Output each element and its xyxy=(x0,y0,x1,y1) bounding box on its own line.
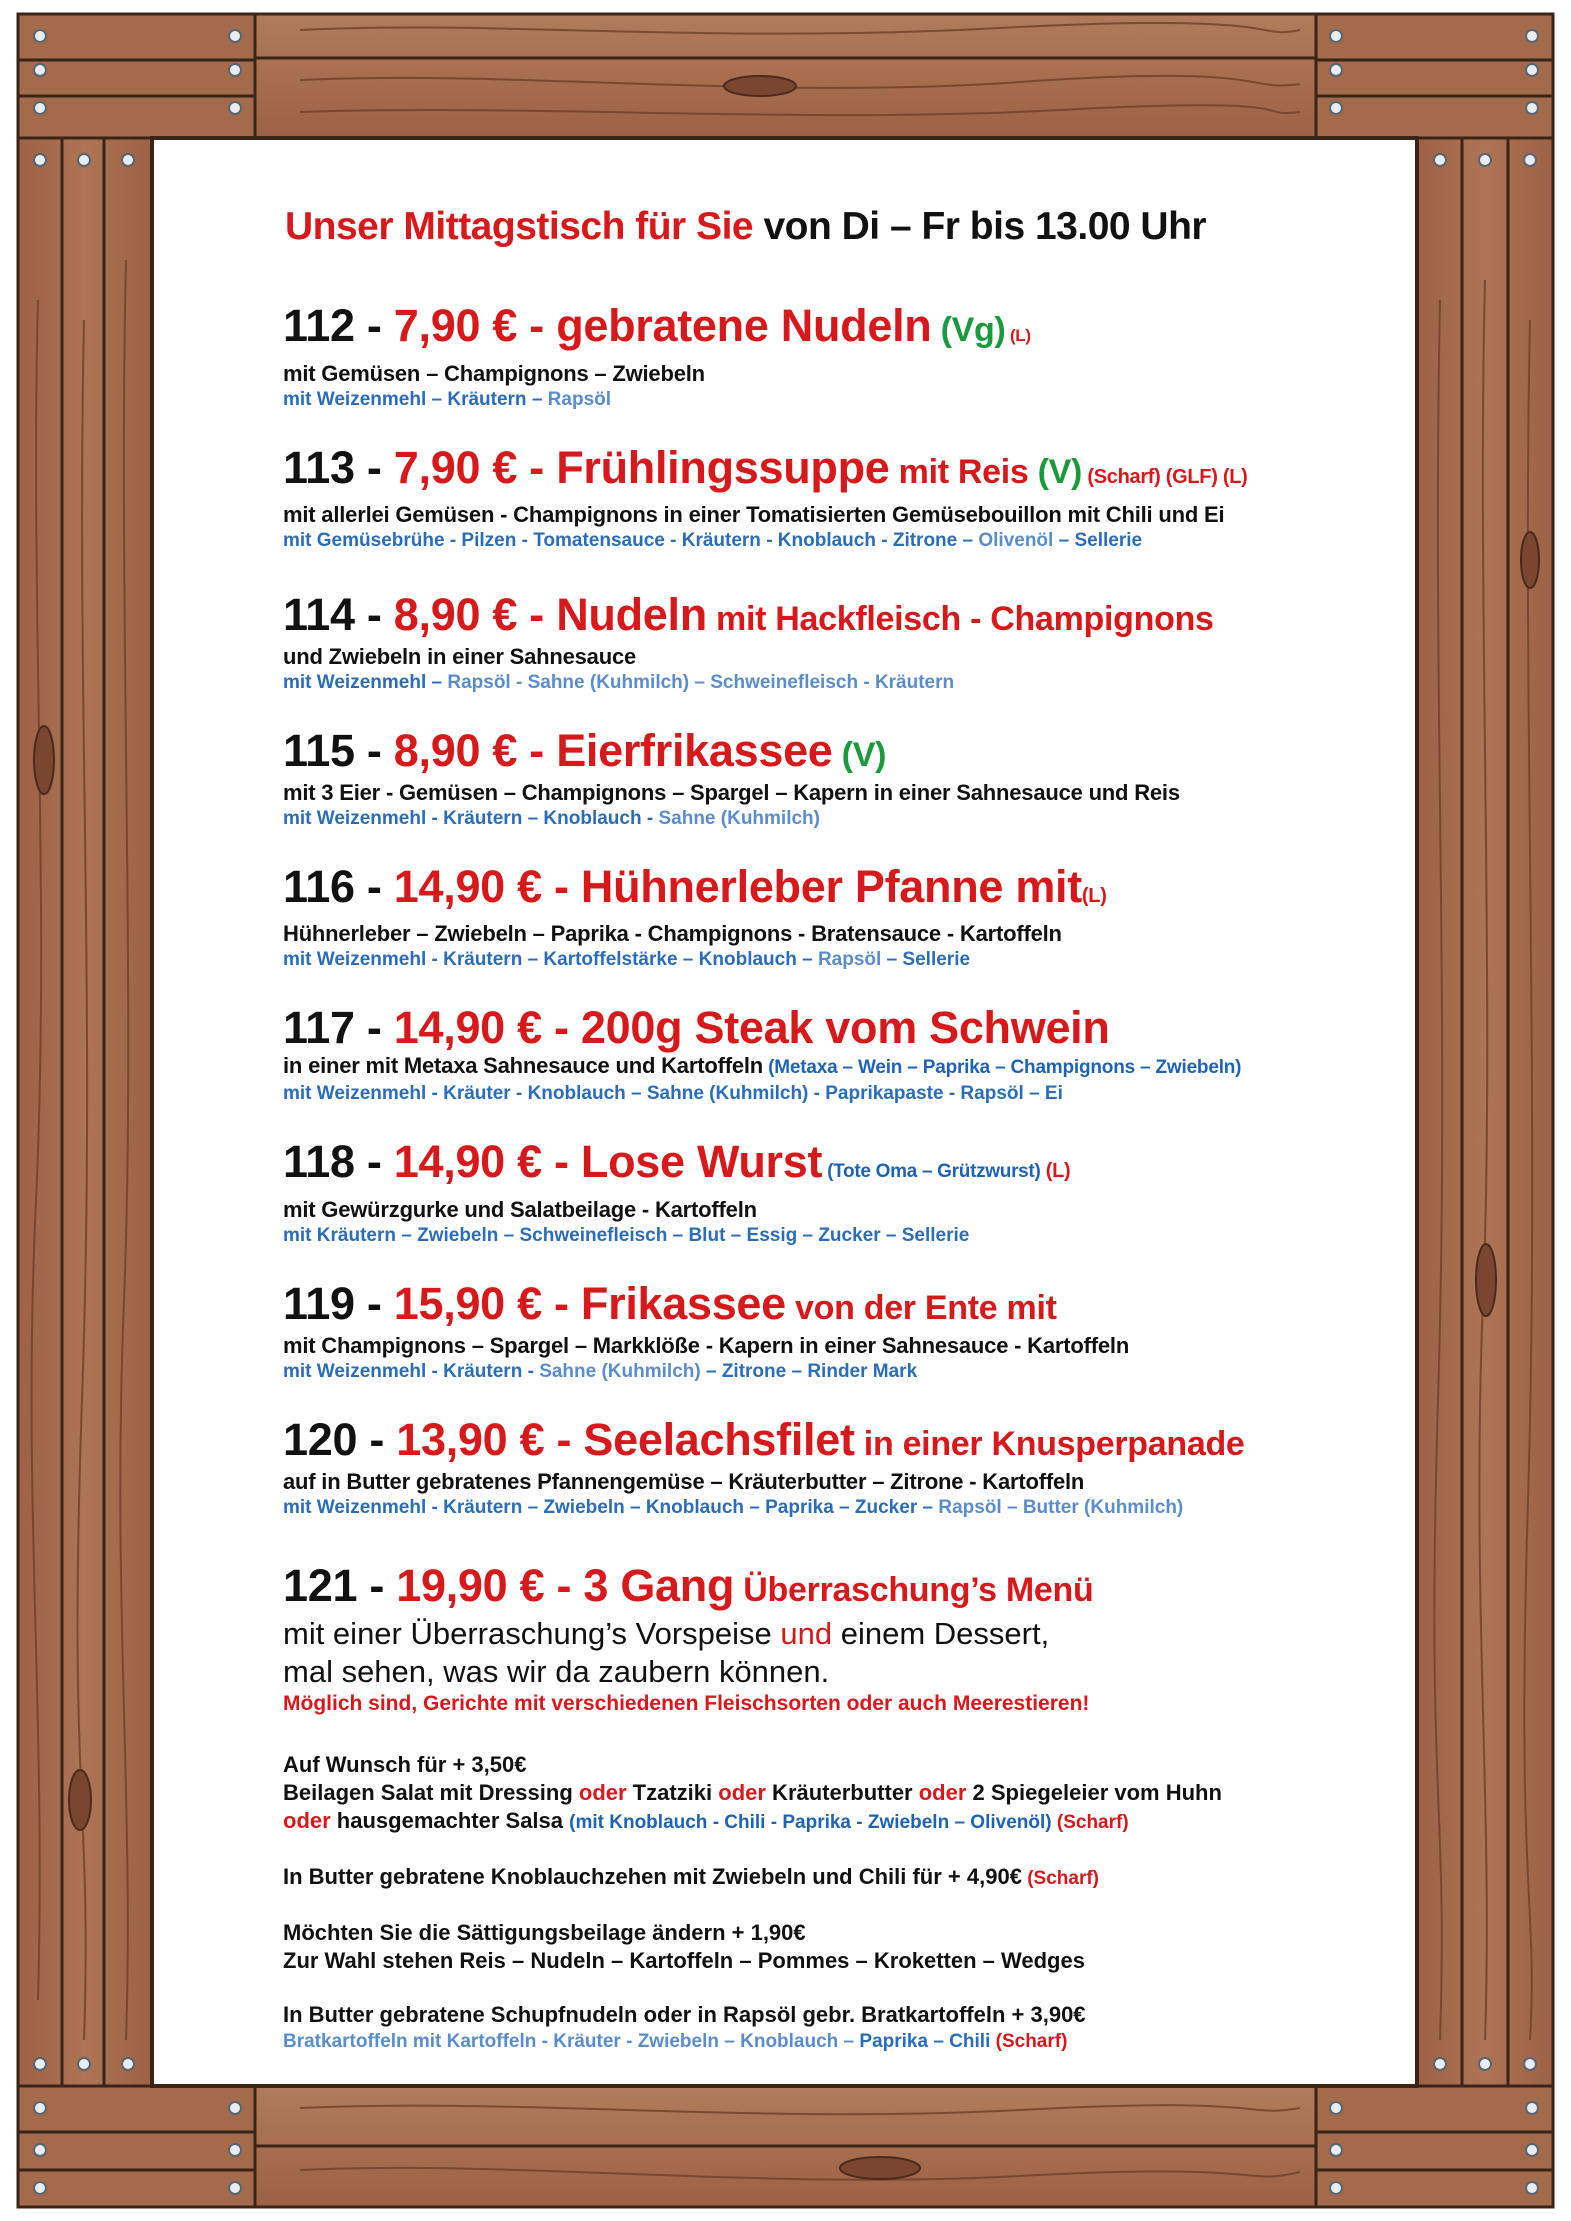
item-tag-v: (V) xyxy=(832,736,887,774)
item-heading xyxy=(283,1415,1403,1469)
schupf-ing-a: Bratkartoffeln mit Kartoffeln - Kräuter - Zwiebeln – Knoblauch – xyxy=(283,2031,860,2052)
item-heading xyxy=(283,1003,1403,1053)
w1c: Tzatziki xyxy=(626,1780,719,1805)
item-tag-l: (L) xyxy=(1040,1160,1071,1182)
w2c: (mit Knoblauch - Chili - Paprika - Zwiebeln – Olivenöl) xyxy=(569,1812,1052,1833)
special-note: Möglich sind, Gerichte mit verschiedenen Fleischsorten oder auch Meerestieren! xyxy=(283,1692,1090,1715)
title-red: Unser Mittagstisch für Sie xyxy=(285,205,754,248)
wunsch-line-1 xyxy=(283,1779,1403,1807)
item-price-name: 14,90 € - 200g Steak vom Schwein xyxy=(393,1002,1110,1053)
item-price-name: 7,90 € - Frühlingssuppe xyxy=(393,442,890,493)
schupf-ing-b: Paprika – Chili xyxy=(859,2031,991,2052)
item-heading xyxy=(283,1137,1403,1197)
item-number: 113 - xyxy=(283,442,394,493)
w1f: oder xyxy=(918,1780,967,1805)
ingredients-main: mit Gemüsebrühe - Pilzen - Tomatensauce - Kräutern - Knoblauch - Zitrone – xyxy=(283,530,979,551)
item-tags: (Scharf) (GLF) (L) xyxy=(1082,466,1248,488)
item-heading xyxy=(283,1279,1403,1333)
item-heading xyxy=(283,301,1403,361)
ingredients-main: mit Weizenmehl - Kräutern - xyxy=(283,1361,540,1382)
knob-text: In Butter gebratene Knoblauchzehen mit Zwiebeln und Chili für + 4,90€ xyxy=(283,1864,1022,1889)
ingredients-tail: – Sellerie xyxy=(1053,530,1143,551)
ingredients-tail: – Sellerie xyxy=(881,949,971,970)
beilage-title: Möchten Sie die Sättigungsbeilage ändern + 1,90€ xyxy=(283,1920,806,1945)
ingredients-main: mit Weizenmehl – xyxy=(283,672,448,693)
item-price-name: 7,90 € - gebratene Nudeln xyxy=(393,300,932,351)
ingredients-main: mit Weizenmehl – Kräutern – xyxy=(283,389,548,410)
menu-item-120 xyxy=(283,1415,1403,1521)
item-heading xyxy=(283,443,1403,502)
page-title xyxy=(285,205,1403,249)
item-description: mit Gewürzgurke und Salatbeilage - Kartoffeln xyxy=(283,1197,757,1222)
special-line-2: mal sehen, was wir da zaubern können. xyxy=(283,1654,830,1689)
special-line-1 xyxy=(283,1615,1403,1653)
item-price-name: 14,90 € - Lose Wurst xyxy=(393,1136,823,1187)
w1b: oder xyxy=(578,1780,627,1805)
item-price-name: 19,90 € - 3 Gang xyxy=(396,1560,735,1611)
item-description xyxy=(283,1053,1403,1081)
ingredients-light: Rapsöl xyxy=(817,949,882,970)
special-and: und xyxy=(780,1616,833,1651)
ingredients-main: mit Weizenmehl - Kräutern – Zwiebeln – Knoblauch – Paprika – Zucker – xyxy=(283,1497,939,1518)
menu-item-121 xyxy=(283,1561,1403,1717)
w2a: oder xyxy=(283,1808,331,1833)
menu-item-116 xyxy=(283,862,1403,973)
item-ingredients xyxy=(283,947,1403,973)
item-heading xyxy=(283,590,1403,644)
ingredients-tail: – Zitrone – Rinder Mark xyxy=(700,1361,918,1382)
item-ingredients xyxy=(283,528,1403,554)
ingredients-light: Sahne (Kuhmilch) xyxy=(539,1361,701,1382)
item-subtitle: von der Ente mit xyxy=(785,1289,1057,1327)
ingredients-light: Olivenöl xyxy=(978,530,1054,551)
w2d: (Scharf) xyxy=(1051,1812,1129,1833)
item-heading xyxy=(283,862,1403,921)
menu-item-115 xyxy=(283,726,1403,832)
extras-section xyxy=(283,1751,1403,2055)
menu-item-114 xyxy=(283,590,1403,696)
item-ingredients xyxy=(283,1495,1403,1521)
item-description: Hühnerleber – Zwiebeln – Paprika - Champignons - Bratensauce - Kartoffeln xyxy=(283,921,1062,946)
w1e: Kräuterbutter xyxy=(765,1780,919,1805)
item-heading xyxy=(283,1561,1403,1615)
item-tag-v: (V) xyxy=(1028,453,1083,491)
item-description: und Zwiebeln in einer Sahnesauce xyxy=(283,644,637,669)
item-description: mit Gemüsen – Champignons – Zwiebeln xyxy=(283,361,705,386)
w1d: oder xyxy=(718,1780,766,1805)
ingredients-light: Rapsöl xyxy=(547,389,612,410)
item-price-name: 14,90 € - Hühnerleber Pfanne mit xyxy=(393,861,1082,912)
item-ingredients xyxy=(283,670,1403,696)
beilage-list: Zur Wahl stehen Reis – Nudeln – Kartoffeln – Pommes – Kroketten – Wedges xyxy=(283,1948,1085,1973)
schupf-ing-c: (Scharf) xyxy=(990,2031,1068,2052)
item-price-name: 8,90 € - Eierfrikassee xyxy=(393,725,833,776)
special-text: mit einer Überraschung’s Vorspeise xyxy=(283,1616,781,1651)
item-ingredients xyxy=(283,1359,1403,1385)
item-price-name: 15,90 € - Frikassee xyxy=(393,1278,786,1329)
menu-item-119 xyxy=(283,1279,1403,1385)
item-tag-l: (L) xyxy=(1081,885,1107,907)
item-ingredients: mit Kräutern – Zwiebeln – Schweinefleisch – Blut – Essig – Zucker – Sellerie xyxy=(283,1225,970,1246)
item-number: 117 - xyxy=(283,1002,394,1053)
w1a: Beilagen Salat mit Dressing xyxy=(283,1780,579,1805)
ingredients-light: Sahne (Kuhmilch) xyxy=(658,808,820,829)
item-number: 118 - xyxy=(283,1136,394,1187)
w2b: hausgemachter Salsa xyxy=(330,1808,570,1833)
ingredients-main: mit Weizenmehl - Kräutern – Knoblauch - xyxy=(283,808,659,829)
description-note: (Metaxa – Wein – Paprika – Champignons – Zwiebeln) xyxy=(763,1057,1242,1078)
menu-item-118 xyxy=(283,1137,1403,1249)
item-description: mit 3 Eier - Gemüsen – Champignons – Spargel – Kapern in einer Sahnesauce und Reis xyxy=(283,780,1180,805)
item-description: mit allerlei Gemüsen - Champignons in einer Tomatisierten Gemüsebouillon mit Chili und Ei xyxy=(283,502,1225,527)
item-number: 119 - xyxy=(283,1278,394,1329)
w1g: 2 Spiegeleier vom Huhn xyxy=(966,1780,1222,1805)
ingredients-main: mit Weizenmehl - Kräutern – Kartoffelstärke – Knoblauch – xyxy=(283,949,818,970)
item-number: 120 - xyxy=(283,1414,397,1465)
ingredients-light: Rapsöl - Sahne (Kuhmilch) – Schweinefleisch - Kräutern xyxy=(447,672,955,693)
menu-item-117 xyxy=(283,1003,1403,1107)
item-subtitle: Überraschung’s Menü xyxy=(734,1571,1094,1609)
item-ingredients: mit Weizenmehl - Kräuter - Knoblauch – Sahne (Kuhmilch) - Paprikapaste - Rapsöl – Ei xyxy=(283,1083,1063,1104)
item-description: mit Champignons – Spargel – Markklöße - Kapern in einer Sahnesauce - Kartoffeln xyxy=(283,1333,1130,1358)
wunsch-line-2 xyxy=(283,1807,1403,1837)
item-number: 112 - xyxy=(283,300,394,351)
item-number: 116 - xyxy=(283,861,394,912)
item-note: (Tote Oma – Grützwurst) xyxy=(822,1161,1041,1182)
item-number: 121 - xyxy=(283,1560,397,1611)
item-number: 114 - xyxy=(283,589,394,640)
schupf-line: In Butter gebratene Schupfnudeln oder in Rapsöl gebr. Bratkartoffeln + 3,90€ xyxy=(283,2002,1086,2027)
item-tag-vg: (Vg) xyxy=(931,311,1006,349)
item-description: auf in Butter gebratenes Pfannengemüse – Kräuterbutter – Zitrone - Kartoffeln xyxy=(283,1469,1085,1494)
special-text-end: einem Dessert, xyxy=(832,1616,1050,1651)
menu-item-112 xyxy=(283,301,1403,413)
item-subtitle: mit Hackfleisch - Champignons xyxy=(706,600,1214,638)
item-ingredients xyxy=(283,387,1403,413)
item-number: 115 - xyxy=(283,725,394,776)
item-ingredients xyxy=(283,806,1403,832)
item-subtitle: in einer Knusperpanade xyxy=(854,1425,1245,1463)
item-heading xyxy=(283,726,1403,780)
knob-scharf: (Scharf) xyxy=(1021,1868,1100,1889)
menu-item-113 xyxy=(283,443,1403,554)
item-price-name: 13,90 € - Seelachsfilet xyxy=(396,1414,855,1465)
item-subtitle: mit Reis xyxy=(889,453,1029,491)
knoblauch-line xyxy=(283,1863,1403,1893)
item-tag-l: (L) xyxy=(1005,326,1031,345)
schupf-ingredients xyxy=(283,2029,1403,2055)
description-main: in einer mit Metaxa Sahnesauce und Kartoffeln xyxy=(283,1053,764,1078)
wunsch-title: Auf Wunsch für + 3,50€ xyxy=(283,1752,527,1777)
item-price-name: 8,90 € - Nudeln xyxy=(393,589,707,640)
menu-content xyxy=(283,205,1403,2055)
ingredients-light: Rapsöl – Butter (Kuhmilch) xyxy=(938,1497,1184,1518)
title-black: von Di – Fr bis 13.00 Uhr xyxy=(753,205,1207,248)
